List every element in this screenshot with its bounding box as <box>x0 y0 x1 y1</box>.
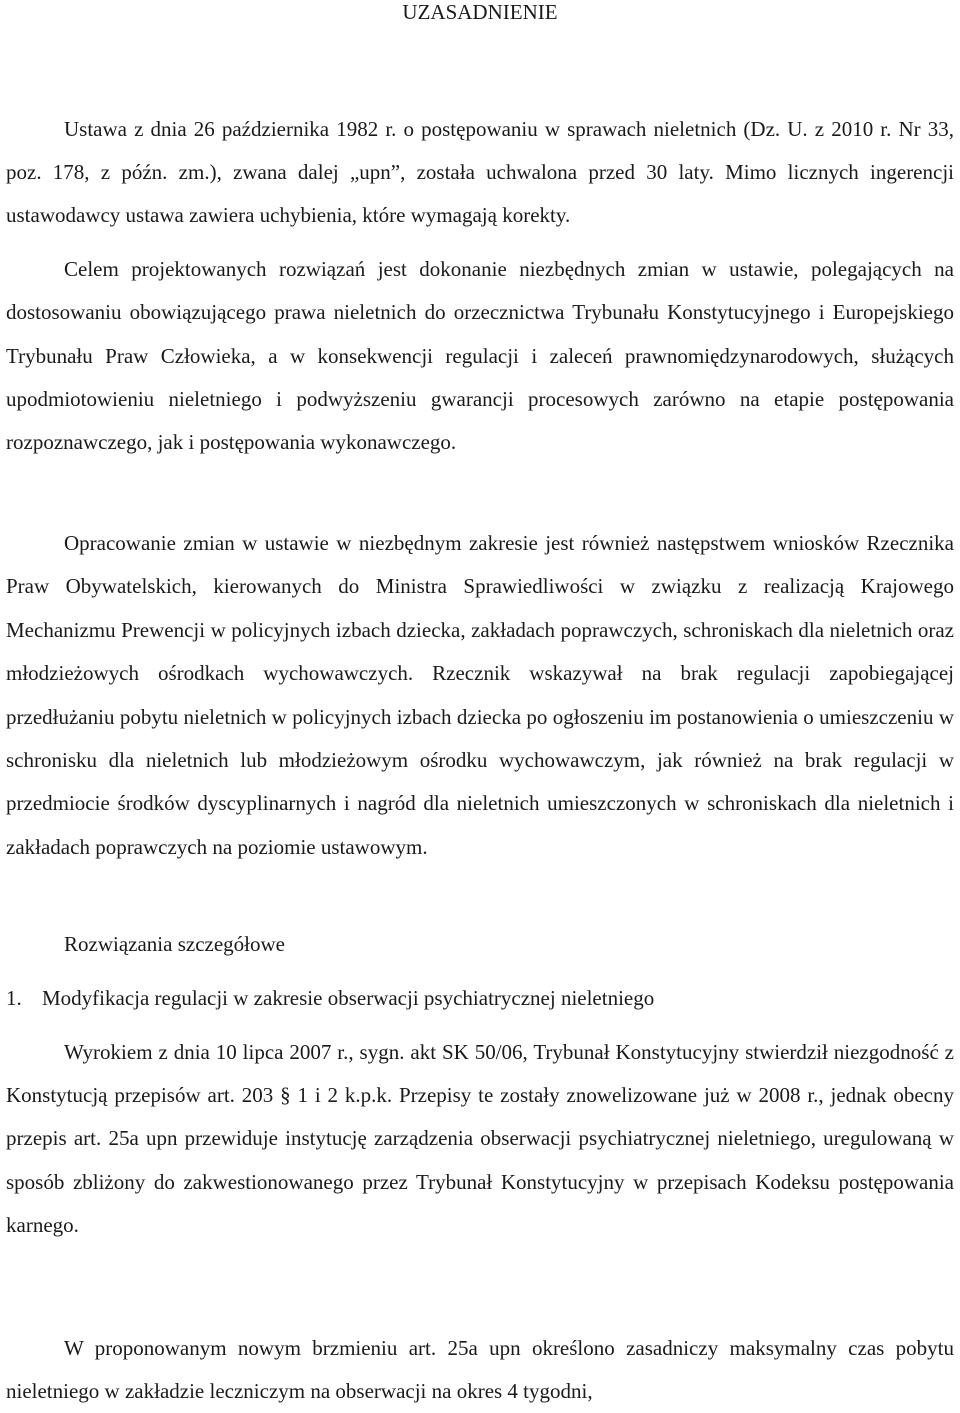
list-item-text: Modyfikacja regulacji w zakresie obserwacji psychiatrycznej nieletniego <box>42 986 655 1010</box>
paragraph-proposal: W proponowanym nowym brzmieniu art. 25a upn określono zasadniczy maksymalny czas pobytu nieletniego w zakładzie leczniczym na obserwacji na okres 4 tygodni, <box>6 1336 954 1403</box>
list-item-number: 1. <box>6 986 22 1010</box>
paragraph-ombudsman: Opracowanie zmian w ustawie w niezbędnym zakresie jest również następstwem wniosków Rzecznika Praw Obywatelskich, kierowanych do Ministra Sprawiedliwości w związku z realizacją Krajowego Mechanizmu Prewencji w policyjnych izbach dziecka, zakładach poprawczych, schroniskach dla nieletnich oraz młodzieżowych ośrodkach wychowawczych. Rzecznik wskazywał na brak regulacji zapobiegającej przedłużaniu pobytu nieletnich w policyjnych izbach dziecka po ogłoszeniu im postanowienia o umieszczeniu w schronisku dla nieletnich lub młodzieżowym ośrodku wychowawczym, jak również na brak regulacji w przedmiocie środków dyscyplinarnych i nagród dla nieletnich umieszczonych w schroniskach dla nieletnich i zakładach poprawczych na poziomie ustawowym. <box>6 531 954 859</box>
document-title: UZASADNIENIE <box>402 0 558 24</box>
paragraph-intro: Ustawa z dnia 26 października 1982 r. o postępowaniu w sprawach nieletnich (Dz. U. z 2010 r. Nr 33, poz. 178, z późn. zm.), zwana dalej „upn”, została uchwalona przed 30 laty. Mimo licznych ingerencji ustawodawcy ustawa zawiera uchybienia, które wymagają korekty. <box>6 117 954 227</box>
list-item <box>6 978 654 1018</box>
section-heading: Rozwiązania szczegółowe <box>64 932 285 956</box>
paragraph-judgment: Wyrokiem z dnia 10 lipca 2007 r., sygn. akt SK 50/06, Trybunał Konstytucyjny stwierdził niezgodność z Konstytucją przepisów art. 203 § 1 i 2 k.p.k. Przepisy te zostały znowelizowane już w 2008 r., jednak obecny przepis art. 25a upn przewiduje instytucję zarządzenia obserwacji psychiatrycznej nieletniego, uregulowaną w sposób zbliżony do zakwestionowanego przez Trybunał Konstytucyjny w przepisach Kodeksu postępowania karnego. <box>6 1040 954 1237</box>
paragraph-purpose: Celem projektowanych rozwiązań jest dokonanie niezbędnych zmian w ustawie, polegających na dostosowaniu obowiązującego prawa nieletnich do orzecznictwa Trybunału Konstytucyjnego i Europejskiego Trybunału Praw Człowieka, a w konsekwencji regulacji i zaleceń prawnomiędzynarodowych, służących upodmiotowieniu nieletniego i podwyższeniu gwarancji procesowych zarówno na etapie postępowania rozpoznawczego, jak i postępowania wykonawczego. <box>6 257 954 455</box>
